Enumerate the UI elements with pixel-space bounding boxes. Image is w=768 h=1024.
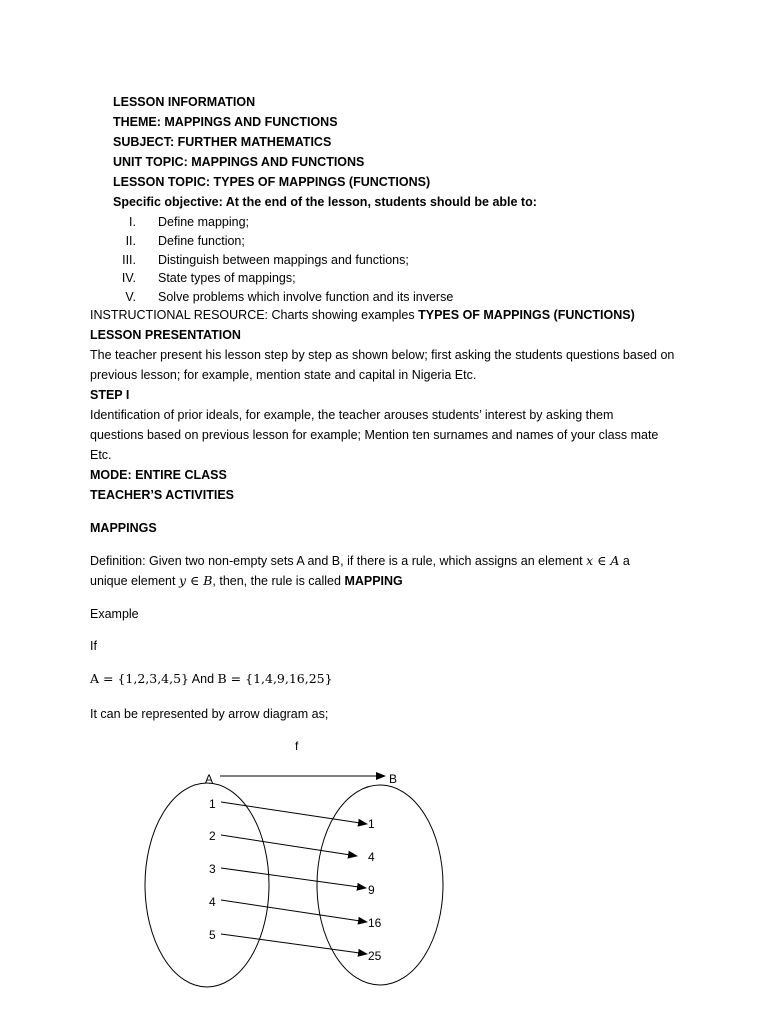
lesson-information-heading: LESSON INFORMATION bbox=[113, 95, 256, 109]
mappings-heading: MAPPINGS bbox=[90, 521, 157, 535]
and-word: And bbox=[189, 672, 218, 686]
math-expression: y ∈ B bbox=[178, 573, 213, 588]
objective-numeral: II. bbox=[125, 234, 136, 248]
step-paragraph-line: Etc. bbox=[90, 448, 112, 462]
codomain-element: 16 bbox=[368, 916, 382, 930]
objective-numeral: V. bbox=[125, 290, 136, 304]
codomain-element: 4 bbox=[368, 850, 375, 864]
codomain-element: 1 bbox=[368, 817, 375, 831]
specific-objective-line: Specific objective: At the end of the lesson, students should be able to: bbox=[113, 195, 537, 209]
mapping-arrow bbox=[221, 934, 367, 954]
presentation-paragraph-line: previous lesson; for example, mention state and capital in Nigeria Etc. bbox=[90, 368, 477, 382]
if-label: If bbox=[90, 639, 97, 653]
objective-numeral: IV. bbox=[121, 271, 136, 285]
set-a-expression: A = {1,2,3,4,5} bbox=[90, 671, 190, 686]
lesson-presentation-heading: LESSON PRESENTATION bbox=[90, 328, 241, 342]
teacher-activities-heading: TEACHER’S ACTIVITIES bbox=[90, 488, 234, 502]
domain-element: 2 bbox=[209, 829, 216, 843]
objective-item: Define mapping; bbox=[158, 215, 250, 229]
step-heading: STEP I bbox=[90, 388, 130, 402]
codomain-element: 25 bbox=[368, 949, 382, 963]
set-b-label: B bbox=[389, 772, 398, 786]
definition-text: , then, the rule is called bbox=[212, 574, 345, 588]
set-a-label: A bbox=[205, 772, 214, 786]
objective-item: Solve problems which involve function and its inverse bbox=[158, 290, 454, 304]
presentation-paragraph-line: The teacher present his lesson step by step as shown below; first asking the students questions based on bbox=[90, 348, 675, 362]
definition-text: unique element bbox=[90, 574, 179, 588]
mapping-arrow bbox=[221, 868, 366, 888]
domain-element: 5 bbox=[209, 928, 216, 942]
example-label: Example bbox=[90, 607, 139, 621]
objective-numeral: I. bbox=[129, 215, 136, 229]
math-expression: x ∈ A bbox=[586, 553, 620, 568]
domain-element: 3 bbox=[209, 862, 216, 876]
set-b-expression: B = {1,4,9,16,25} bbox=[217, 671, 333, 686]
definition-text: a bbox=[619, 554, 630, 568]
mapping-arrow bbox=[221, 900, 367, 922]
function-label: f bbox=[295, 739, 299, 753]
mode-line: MODE: ENTIRE CLASS bbox=[90, 468, 227, 482]
subject-line: SUBJECT: FURTHER MATHEMATICS bbox=[113, 135, 332, 149]
mapping-arrow bbox=[221, 802, 367, 824]
definition-text: Definition: Given two non-empty sets A and B, if there is a rule, which assigns an element bbox=[90, 554, 587, 568]
objective-numeral: III. bbox=[122, 253, 136, 267]
unit-topic-line: UNIT TOPIC: MAPPINGS AND FUNCTIONS bbox=[113, 155, 365, 169]
codomain-element: 9 bbox=[368, 883, 375, 897]
resource-prefix: INSTRUCTIONAL RESOURCE: Charts showing examples bbox=[90, 308, 419, 322]
domain-element: 1 bbox=[209, 797, 216, 811]
objective-item: State types of mappings; bbox=[158, 271, 296, 285]
step-paragraph-line: questions based on previous lesson for example; Mention ten surnames and names of your class mate bbox=[90, 428, 659, 442]
set-a-ellipse bbox=[145, 783, 269, 987]
arrow-diagram-intro: It can be represented by arrow diagram as; bbox=[90, 707, 329, 721]
resource-bold: TYPES OF MAPPINGS (FUNCTIONS) bbox=[418, 308, 635, 322]
definition-bold-term: MAPPING bbox=[344, 574, 403, 588]
domain-element: 4 bbox=[209, 895, 216, 909]
lesson-topic-line: LESSON TOPIC: TYPES OF MAPPINGS (FUNCTIONS) bbox=[113, 175, 431, 189]
objective-item: Define function; bbox=[158, 234, 245, 248]
objective-item: Distinguish between mappings and functions; bbox=[158, 253, 409, 267]
theme-line: THEME: MAPPINGS AND FUNCTIONS bbox=[113, 115, 338, 129]
step-paragraph-line: Identification of prior ideals, for example, the teacher arouses students’ interest by asking them bbox=[90, 408, 614, 422]
mapping-arrow bbox=[221, 835, 357, 856]
